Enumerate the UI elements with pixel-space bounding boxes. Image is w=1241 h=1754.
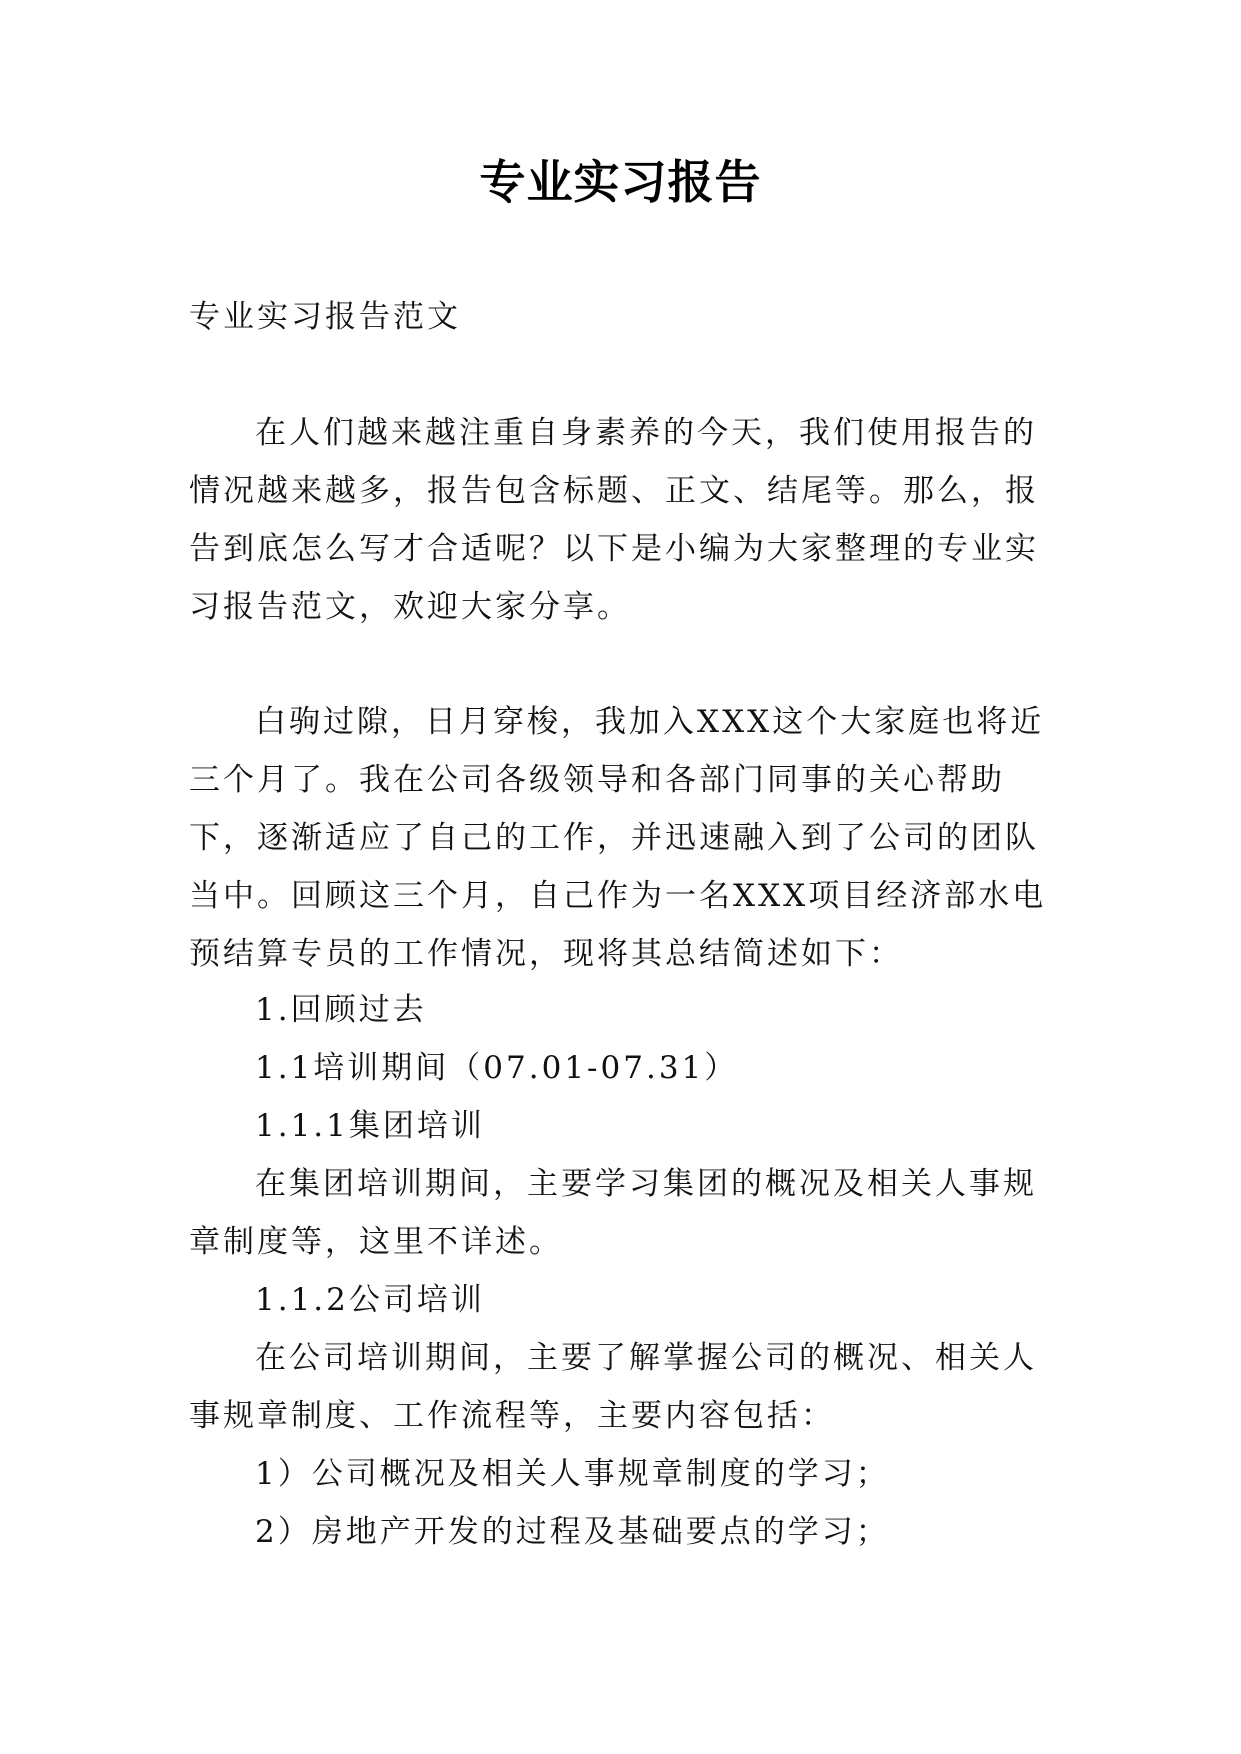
- body-paragraph-1: 白驹过隙，日月穿梭，我加入XXX这个大家庭也将近三个月了。我在公司各级领导和各部门同事的关心帮助下，逐渐适应了自己的工作，并迅速融入到了公司的团队当中。回顾这三个月，自己作为一名XXX项目经济部水电预结算专员的工作情况，现将其总结简述如下：: [189, 704, 1047, 972]
- section-heading-1-1-1: 1.1.1集团培训: [255, 1108, 485, 1144]
- document-title: 专业实习报告: [479, 155, 762, 209]
- section-heading-1-1: 1.1培训期间（07.01-07.31）: [255, 1050, 739, 1086]
- document-subtitle: 专业实习报告范文: [189, 299, 461, 335]
- section-heading-1: 1.回顾过去: [255, 992, 427, 1028]
- list-item-2: 2）房地产开发的过程及基础要点的学习；: [255, 1514, 890, 1550]
- section-heading-1-1-2: 1.1.2公司培训: [255, 1282, 485, 1318]
- list-item-1: 1）公司概况及相关人事规章制度的学习；: [255, 1456, 890, 1492]
- body-paragraph-2: 在集团培训期间，主要学习集团的概况及相关人事规章制度等，这里不详述。: [189, 1166, 1037, 1260]
- intro-paragraph: 在人们越来越注重自身素养的今天，我们使用报告的情况越来越多，报告包含标题、正文、结尾等。那么，报告到底怎么写才合适呢？以下是小编为大家整理的专业实习报告范文，欢迎大家分享。: [189, 415, 1039, 625]
- body-paragraph-3: 在公司培训期间，主要了解掌握公司的概况、相关人事规章制度、工作流程等，主要内容包括：: [189, 1340, 1037, 1434]
